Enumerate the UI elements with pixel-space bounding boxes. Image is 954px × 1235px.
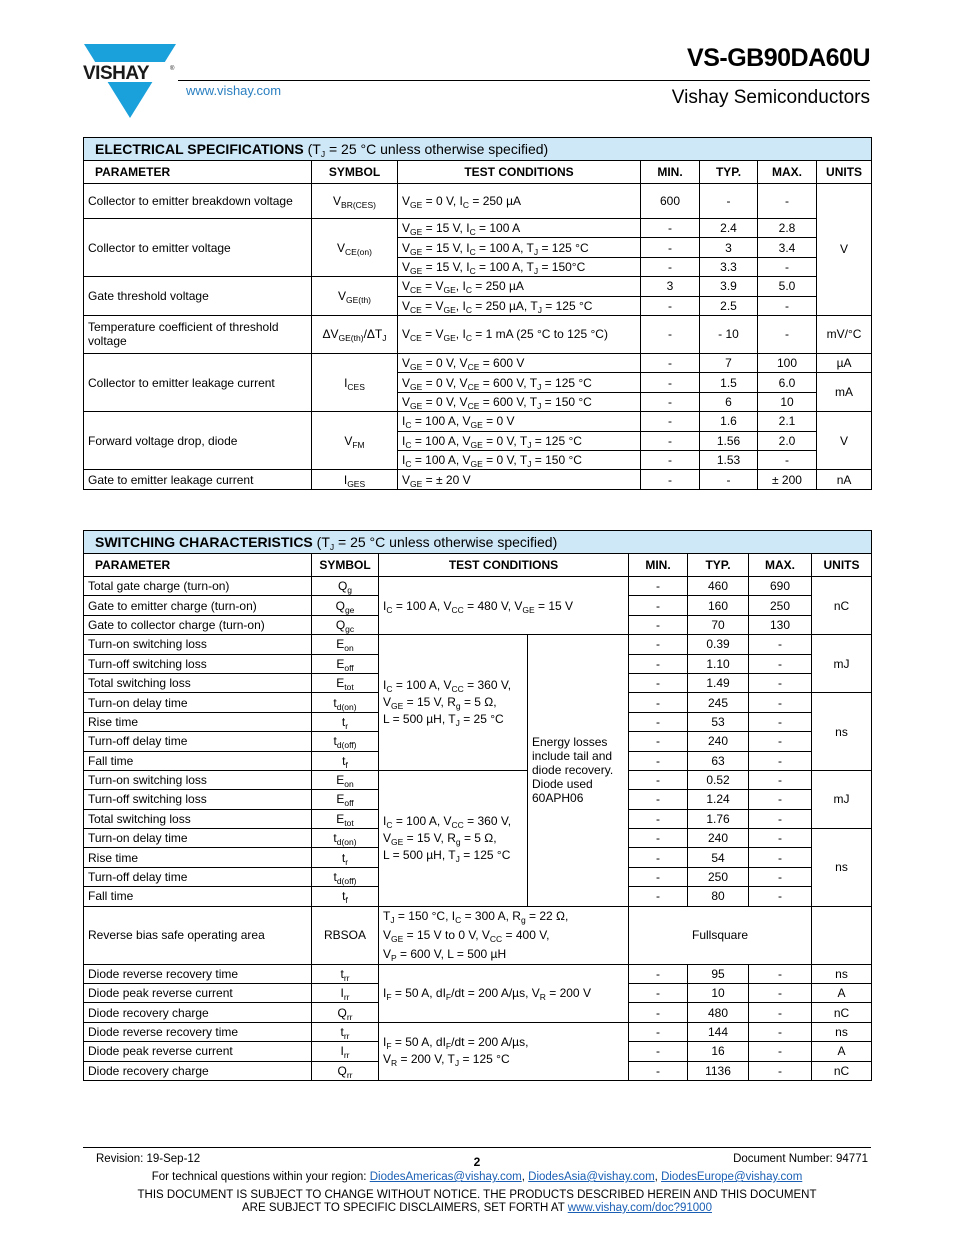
svg-text:VISHAY: VISHAY (83, 63, 149, 84)
table-row: Collector to emitter breakdown voltage $V_{BR(CES)}$ $V_{GE} = 0$ V, $I_C = 250$ µA 600 - - V (84, 184, 872, 219)
table-row: Diode reverse recovery time $t_{rr}$ $I_F = 50$ A, $dI_F/dt = 200$ A/µs, $V_R = 200$ V - 95 - ns (84, 964, 872, 983)
table-row: Diode reverse recovery time $t_{rr}$ $I_F = 50$ A, $dI_F/dt = 200$ A/µs, $V_R = 200$ V, $T_J = 125$ °C - 144 - ns (84, 1022, 872, 1041)
disclaimer-line-1: THIS DOCUMENT IS SUBJECT TO CHANGE WITHOUT NOTICE. THE PRODUCTS DESCRIBED HEREIN AND THIS DOCUMENT (137, 1189, 817, 1201)
energy-loss-note: Energy losses include tail and diode recovery. Diode used 60APH06 (528, 635, 629, 906)
table-row: Fall time $t_f$ - 63 - (84, 751, 872, 770)
table-row: Diode recovery charge $Q_{rr}$ - 480 - nC (84, 1003, 872, 1022)
table-row: Fall time $t_f$ - 80 - (84, 887, 872, 906)
page-number: 2 (473, 1155, 481, 1169)
disclaimer-line-2: ARE SUBJECT TO SPECIFIC DISCLAIMERS, SET FORTH AT www.vishay.com/doc?91000 (242, 1202, 712, 1214)
svg-text:®: ® (170, 66, 175, 72)
table-row: Total gate charge (turn-on) $Q_g$ $I_C = 100$ A, $V_{CC} = 480$ V, $V_{GE} = 15$ V - 460 690 nC (84, 577, 872, 596)
footer-divider (83, 1147, 871, 1148)
table-row: Turn-off delay time $t_{d(off)}$ - 240 - (84, 732, 872, 751)
table-row: $V_{GE} = 15$ V, $I_C = 100$ A, $T_J = 125$ °C - 3 3.4 (84, 238, 872, 257)
disclaimer-link[interactable]: www.vishay.com/doc?91000 (567, 1202, 712, 1214)
table-row: Forward voltage drop, diode $V_{FM}$ $I_C = 100$ A, $V_{GE} = 0$ V - 1.6 2.1 V (84, 412, 872, 431)
table-row: Turn-off switching loss $E_{off}$ - 1.24 - (84, 790, 872, 809)
vishay-logo (82, 42, 178, 120)
table-row: Gate to emitter charge (turn-on) $Q_{ge}$ - 160 250 (84, 596, 872, 615)
table-row: Rise time $t_r$ - 53 - (84, 712, 872, 731)
table-row: Total switching loss $E_{tot}$ - 1.49 - (84, 673, 872, 692)
company-name: Vishay Semiconductors (671, 87, 870, 108)
document-number: Document Number: 94771 (733, 1153, 868, 1165)
table-row: Turn-on switching loss $E_{on}$ $I_C = 100$ A, $V_{CC} = 360$ V, $V_{GE} = 15$ V, $R_g = 5$ Ω, L = 500 µH, $T_J = 125$ °C - 0.52 - mJ (84, 770, 872, 789)
electrical-specifications-table (83, 137, 872, 490)
table-title: SWITCHING CHARACTERISTICS (95, 534, 313, 550)
table-row: $I_C = 100$ A, $V_{GE} = 0$ V, $T_J = 125$ °C - 1.56 2.0 (84, 431, 872, 450)
table-header-row: PARAMETER SYMBOL TEST CONDITIONS MIN. TYP. MAX. UNITS (84, 554, 872, 577)
header-divider (178, 80, 870, 81)
email-europe-link[interactable]: DiodesEurope@vishay.com (661, 1171, 803, 1183)
email-asia-link[interactable]: DiodesAsia@vishay.com (528, 1171, 655, 1183)
table-title-row: ELECTRICAL SPECIFICATIONS ($T_J = 25$ °C unless otherwise specified) (84, 138, 872, 161)
table-row: $V_{CE} = V_{GE}$, $I_C = 250$ µA, $T_J = 125$ °C - 2.5 - (84, 296, 872, 315)
table-row: $I_C = 100$ A, $V_{GE} = 0$ V, $T_J = 150$ °C - 1.53 - (84, 450, 872, 469)
table-row: Turn-on delay time $t_{d(on)}$ - 245 - ns (84, 693, 872, 712)
table-row: Diode peak reverse current $I_{rr}$ - 10 - A (84, 984, 872, 1003)
table-row: Gate to emitter leakage current $I_{GES}$ $V_{GE}$ = ± 20 V - - ± 200 nA (84, 470, 872, 490)
table-header-row: PARAMETER SYMBOL TEST CONDITIONS MIN. TYP. MAX. UNITS (84, 161, 872, 184)
tech-contact-line: For technical questions within your region: DiodesAmericas@vishay.com, DiodesAsia@vishay.com, DiodesEurope@vishay.com (151, 1171, 803, 1183)
table-row: Turn-off delay time $t_{d(off)}$ - 250 - (84, 867, 872, 886)
table-row: Temperature coefficient of threshold voltage $\Delta V_{GE(th)}/\Delta T_J$ $V_{CE} = V_{GE}$, $I_C = 1$ mA (25 °C to 125 °C) - - 10 - mV/°C (84, 315, 872, 353)
table-row: Turn-off switching loss $E_{off}$ - 1.10 - (84, 654, 872, 673)
table-row: Diode recovery charge $Q_{rr}$ - 1136 - nC (84, 1061, 872, 1080)
table-row: Gate to collector charge (turn-on) $Q_{gc}$ - 70 130 (84, 615, 872, 634)
email-americas-link[interactable]: DiodesAmericas@vishay.com (369, 1171, 522, 1183)
table-row: Gate threshold voltage $V_{GE(th)}$ $V_{CE} = V_{GE}$, $I_C = 250$ µA 3 3.9 5.0 (84, 277, 872, 296)
table-row: Total switching loss $E_{tot}$ - 1.76 - (84, 809, 872, 828)
table-row: $V_{GE} = 0$ V, $V_{CE} = 600$ V, $T_J = 150$ °C - 6 10 (84, 392, 872, 411)
switching-characteristics-table (83, 530, 872, 1081)
table-row: $V_{GE} = 0$ V, $V_{CE} = 600$ V, $T_J = 125$ °C - 1.5 6.0 mA (84, 373, 872, 392)
table-row: Collector to emitter voltage $V_{CE(on)}$ $V_{GE} = 15$ V, $I_C = 100$ A - 2.4 2.8 (84, 219, 872, 238)
table-row: Collector to emitter leakage current $I_{CES}$ $V_{GE} = 0$ V, $V_{CE} = 600$ V - 7 100 µA (84, 353, 872, 372)
revision-date: Revision: 19-Sep-12 (96, 1153, 201, 1165)
table-title: ELECTRICAL SPECIFICATIONS (95, 141, 304, 157)
table-row: $V_{GE} = 15$ V, $I_C = 100$ A, $T_J = 150^\circ C$ - 3.3 - (84, 257, 872, 276)
table-title-row: SWITCHING CHARACTERISTICS ($T_J = 25$ °C unless otherwise specified) (84, 531, 872, 554)
table-row: Diode peak reverse current $I_{rr}$ - 16 - A (84, 1042, 872, 1061)
table-row: Reverse bias safe operating area RBSOA $T_J = 150$ °C, $I_C = 300$ A, $R_g = 22$ Ω, $V_{GE} = 15$ V to 0 V, $V_{CC} = 400$ V, $V_P = 600$ V, L = 500 µH Fullsquare (84, 906, 872, 964)
table-row: Rise time $t_r$ - 54 - (84, 848, 872, 867)
part-number-title: VS-GB90DA60U (687, 44, 870, 72)
table-row: Turn-on switching loss $E_{on}$ $I_C = 100$ A, $V_{CC} = 360$ V, $V_{GE} = 15$ V, $R_g = 5$ Ω, L = 500 µH, $T_J = 25$ °C Energy losses include tail and diode recovery. Diode used 60APH06 - 0.39 - mJ (84, 635, 872, 654)
website-link[interactable]: www.vishay.com (186, 83, 282, 98)
table-row: Turn-on delay time $t_{d(on)}$ - 240 - ns (84, 829, 872, 848)
